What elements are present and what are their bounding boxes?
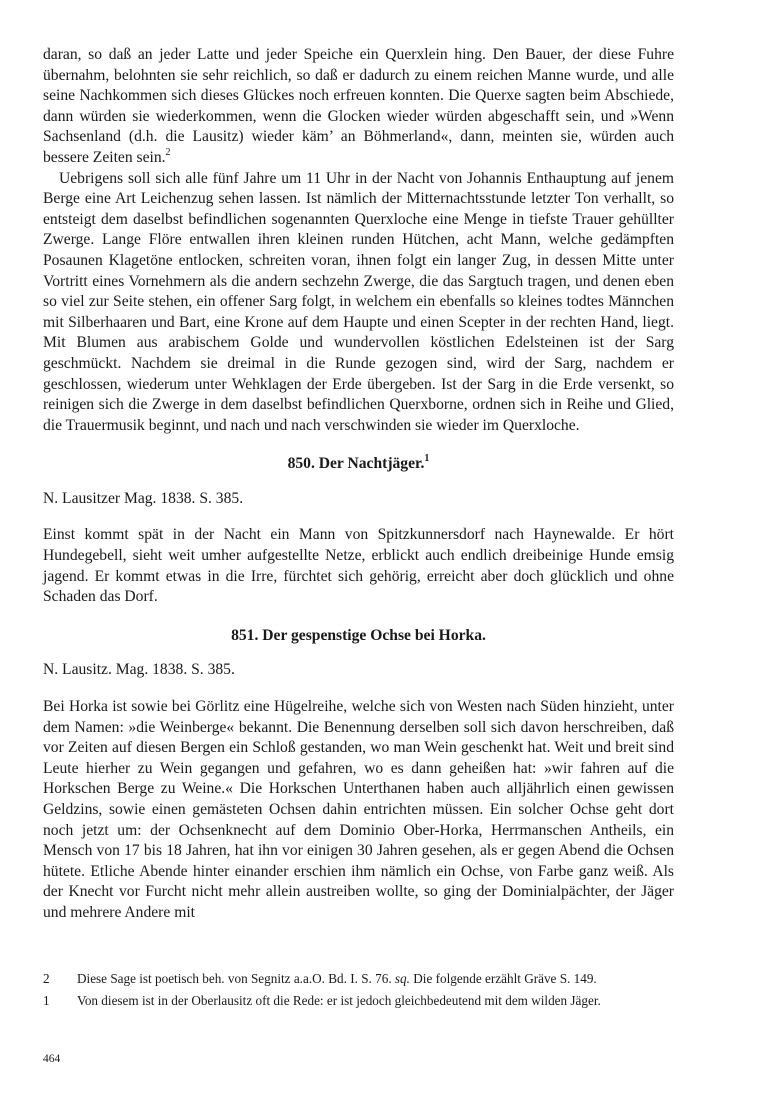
footnote-text: Diese Sage ist poetisch beh. von Segnitz a.a.O. Bd. I. S. 76. sq. Die folgende erzählt Gräve S. 149. <box>77 971 597 986</box>
footnote-text: Von diesem ist in der Oberlausitz oft die Rede: er ist jedoch gleichbedeutend mit dem wilden Jäger. <box>77 993 601 1008</box>
section-851-title: 851. Der gespenstige Ochse bei Horka. <box>231 626 486 644</box>
funeral-procession-paragraph: Uebrigens soll sich alle fünf Jahre um 11 Uhr in der Nacht von Johannis Enthauptung auf jenem Berge eine Art Leichenzug sehen lassen. Ist nämlich der Mitternachtsstunde letzter Ton verhallt, so entsteigt dem daselbst befindlichen sogenannten Querxloche eine Menge in tiefste Trauer gehüllter Zwerge. Lange Flöre entwallen ihren kleinen runden Hütchen, acht Mann, welche gedämpften Posaunen Klagetöne entlocken, schreiten voran, ihnen folgt ein langer Zug, in dessen Mitte unter Vortritt eines Vornehmern als die andern sechzehn Zwerge, die das Sargtuch tragen, und denen eben so viel zur Seite stehen, ein offener Sarg folgt, in welchem ein ebenfalls so kleines todtes Männchen mit Silberhaaren und Bart, eine Krone auf dem Haupte und einen Scepter in der rechten Hand, liegt. Mit Blumen aus arabischem Golde und wundervollen köstlichen Edelsteinen ist der Sarg geschmückt. Nachdem sie dreimal in die Runde gezogen sind, wird der Sarg, nachdem er geschlossen, wiederum unter Wehklagen der Erde übergeben. Ist der Sarg in die Erde versenkt, so reinigen sich die Zwerge in dem daselbst befindlichen Querxborne, ordnen sich in Reihe und Glied, die Trauermusik beginnt, und nach und nach verschwinden sie wieder im Querxloche. <box>43 169 674 434</box>
footnote-ref-2[interactable]: 2 <box>165 146 171 158</box>
footnote-number: 1 <box>43 993 50 1008</box>
section-850-title: 850. Der Nachtjäger.$^1$ <box>287 453 430 473</box>
section-851-text: Bei Horka ist sowie bei Görlitz eine Hügelreihe, welche sich von Westen nach Süden hinzieht, unter dem Namen: »die Weinberge« bekannt. Die Benennung derselben soll sich davon herschreiben, daß vor Zeiten auf diesen Bergen ein Schloß gestanden, wo man Wein geschenkt hat. Weit und breit sind Leute hierher zu Wein gegangen und gefahren, wo es dann geheißen hat: »wir fahren auf die Horkschen Berge zu Weine.« Die Horkschen Unterthanen haben auch alljährlich einen gewissen Geldzins, sowie einen gemästeten Ochsen dahin entrichten müssen. Ein solcher Ochse geht dort noch jetzt um: der Ochsenknecht auf dem Dominio Ober-Horka, Herrmanschen Antheils, ein Mensch von 17 bis 18 Jahren, hat ihn vor einigen 30 Jahren gesehen, als er gegen Abend die Ochsen hütete. Etliche Abende hinter einander erschien ihm nämlich ein Ochse, von Farbe ganz weiß. Als der Knecht vor Furcht nicht mehr allein austreiben wollte, so ging der Dominialpächter, der Jäger und mehrere Andere mit <box>43 698 674 921</box>
footnote-ref-1[interactable]: 1 <box>424 453 430 465</box>
section-850-source: N. Lausitzer Mag. 1838. S. 385. <box>43 489 244 507</box>
main-text-column <box>43 45 674 924</box>
footnote-number: 2 <box>43 971 50 986</box>
section-850-text: Einst kommt spät in der Nacht ein Mann von Spitzkunnersdorf nach Haynewalde. Er hört Hundegebell, sieht weit umher aufgestellte Netze, erblickt auch endlich dreibeinige Hunde emsig jagend. Er kommt etwas in die Irre, fürchtet sich gehörig, erreicht aber doch glücklich und ohne Schaden das Dorf. <box>43 526 674 606</box>
footnote-1 <box>43 992 674 1010</box>
footnote-2 <box>43 970 674 988</box>
footnotes <box>43 970 674 1014</box>
section-851-source: N. Lausitz. Mag. 1838. S. 385. <box>43 661 235 679</box>
continued-paragraph: daran, so daß an jeder Latte und jeder Speiche ein Querxlein hing. Den Bauer, der diese Fuhre übernahm, belohnten sie sehr reichlich, so daß er dadurch zu einem reichen Manne wurde, und alle seine Nachkommen sich dieses Glückes noch erfreuen konnten. Die Querxe sagten beim Abschiede, dann würden sie wiederkommen, wenn die Glocken wieder würden abgeschafft sein, und »Wenn Sachsenland (d.h. die Lausitz) wieder käm’ an Böhmerland«, dann, meinten sie, würden auch bessere Zeiten sein.$^2$ <box>43 46 674 166</box>
page-number: 464 <box>43 1053 61 1065</box>
